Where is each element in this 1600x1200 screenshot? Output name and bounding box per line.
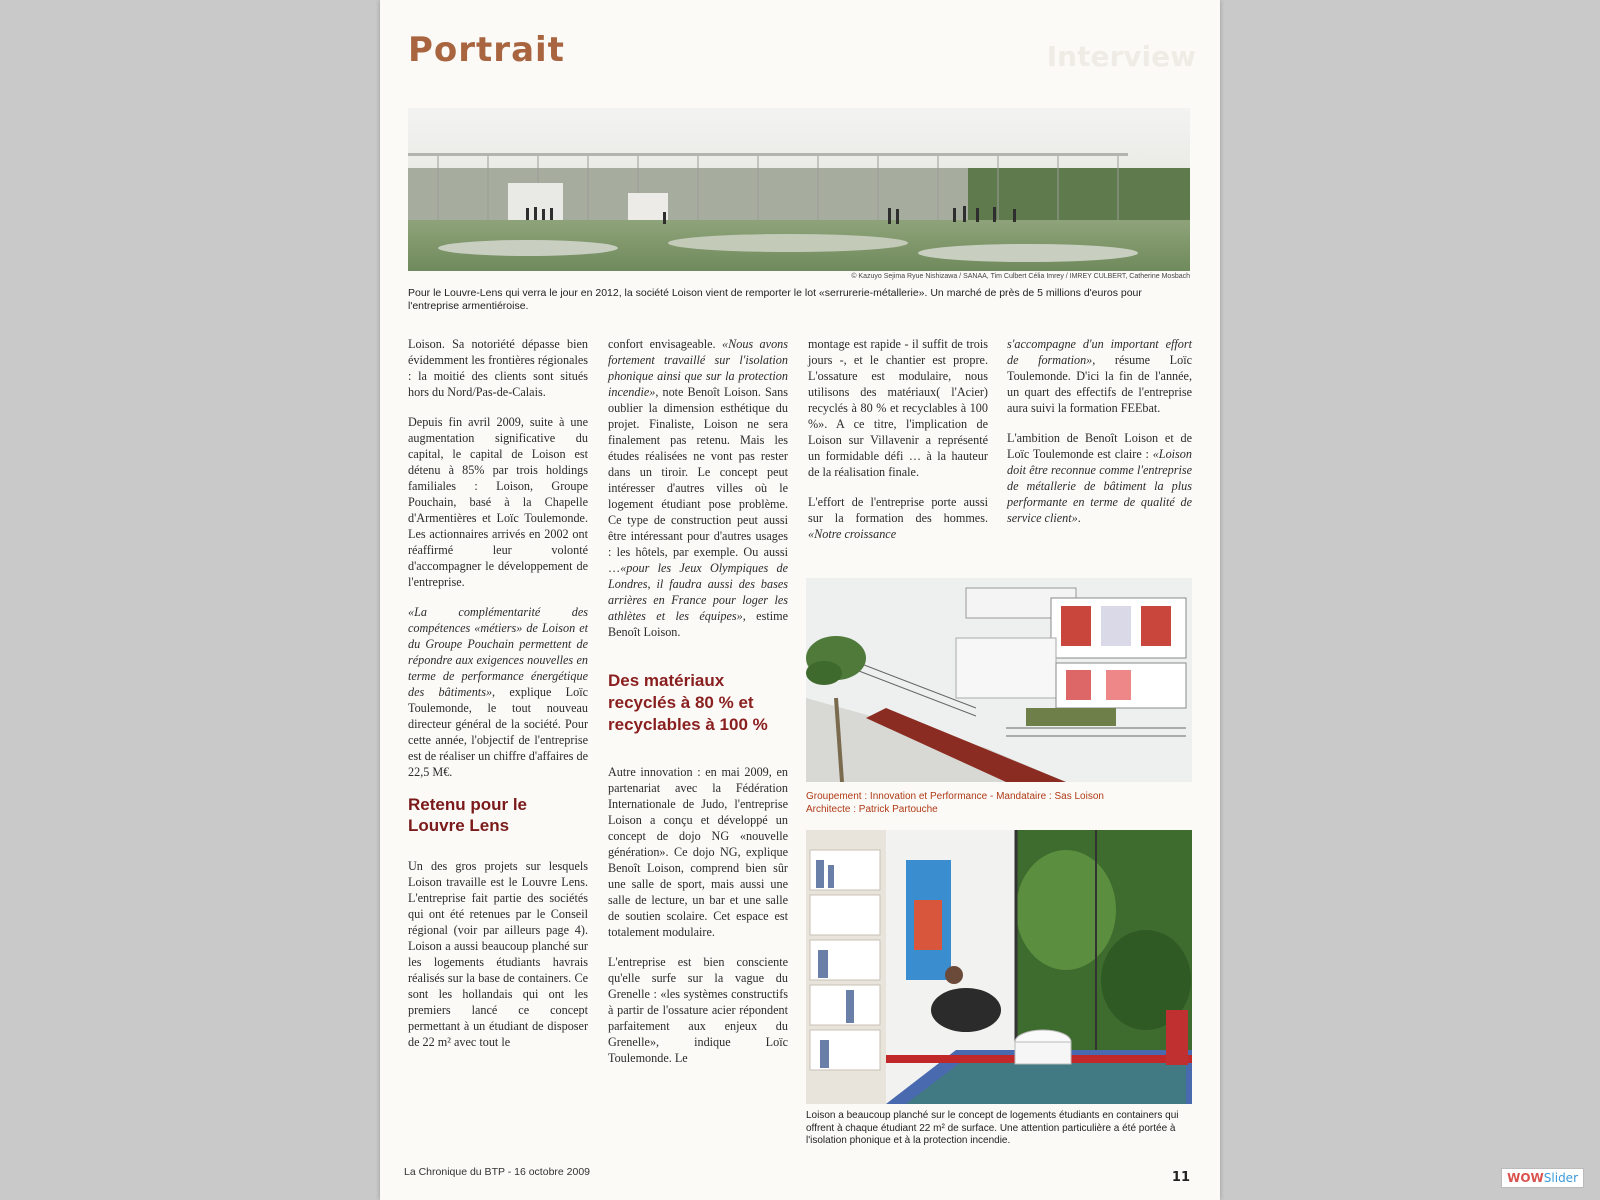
section-heading-louvre: Retenu pour le Louvre Lens: [408, 795, 528, 835]
article-column-4: [1007, 336, 1192, 540]
hero-photo-louvre-lens: [408, 108, 1190, 271]
section-heading-materiaux: Des matériaux recyclés à 80 % et recyclables à 100 %: [608, 671, 768, 734]
paragraph: montage est rapide - il suffit de trois jours -, et le chantier est propre. L'ossature est modulaire, nous utilisons des matériaux( l'Acier) recyclés à 80 % et recyclables à 100 %». A ce titre, l'implication de Loison sur Villavenir a représenté un formidable défi … à la hauteur de la réalisation finale.: [808, 337, 988, 479]
wowslider-badge[interactable]: WOWSlider: [1501, 1168, 1584, 1188]
paragraph: Loison. Sa notoriété dépasse bien évidemment les frontières régionales : la moitié des clients sont situés hors du Nord/Pas-de-Calais.: [408, 337, 588, 399]
publication-footer: La Chronique du BTP - 16 octobre 2009: [404, 1166, 591, 1178]
paragraph: L'entreprise est bien consciente qu'elle surfe sur la vague du Grenelle : «les systèmes constructifs à partir de l'ossature acier répondent parfaitement aux enjeux du Grenelle», indique Loïc Toulemonde. Le: [608, 955, 788, 1065]
magazine-page: [380, 0, 1220, 1200]
page-number: 11: [1171, 1170, 1190, 1185]
student-room-render: [806, 830, 1192, 1104]
ghost-title-bleedthrough: Interview: [1046, 40, 1196, 73]
quote: «Notre croissance: [808, 527, 897, 541]
quote: «Nous avons fortement travaillé sur l'isolation phonique ainsi que sur la protection incendie»: [608, 337, 788, 399]
quote: s'accompagne d'un important effort de formation»: [1007, 337, 1192, 367]
paragraph: Autre innovation : en mai 2009, en partenariat avec la Fédération Internationale de Judo, l'entreprise Loison a conçu et développé un concept de dojo NG «nouvelle génération». Ce dojo NG, explique Benoît Loison, comprend bien sûr une salle de sport, mais aussi une salle de lecture, un bar et une salle de soutien scolaire. Cet espace est totalement modulaire.: [608, 765, 788, 939]
paragraph: Un des gros projets sur lesquels Loison travaille est le Louvre Lens. L'entreprise fait partie des sociétés qui ont été retenues par le Conseil régional (voir par ailleurs page 4). Loison a aussi beaucoup planché sur les logements étudiants havrais réalisés sur la base de containers. Ce sont les hollandais qui ont les premiers lancé ce concept permettant à un étudiant de disposer de 22 m² avec tout le: [408, 859, 588, 1049]
hero-caption: Pour le Louvre-Lens qui verra le jour en 2012, la société Loison vient de remporter le lot «serrurerie-métallerie». Un marché de près de 5 millions d'euros pour l'entreprise armentiéroise.: [408, 287, 1142, 312]
article-column-1: [408, 336, 588, 1064]
paragraph: s'accompagne d'un important effort de formation», résume Loïc Toulemonde. D'ici la fin de l'année, un quart des effectifs de l'entreprise aura suivi la formation FEEbat.: [1007, 337, 1192, 415]
paragraph: confort envisageable. «Nous avons fortement travaillé sur l'isolation phonique ainsi que sur la protection incendie», note Benoît Loison. Sans oublier la dimension esthétique du projet. Finaliste, Loison ne sera finalement pas retenu. Mais les études réalisées ne vont pas rester dans un tiroir. Le concept peut intéresser d'autres villes où le logement étudiant pose problème. Ce type de construction peut aussi être intéressant pour d'autres usages : les hôtels, par exemple. Ou aussi …«pour les Jeux Olympiques de Londres, il faudra aussi des bases arrières en France pour loger les athlètes et les équipes», estime Benoît Loison.: [608, 337, 788, 639]
paragraph: L'ambition de Benoît Loison et de Loïc Toulemonde est claire : «Loison doit être reconnue comme l'entreprise de métallerie de bâtiment la plus performante en terme de qualité de service client».: [1007, 431, 1192, 525]
hero-photo-credit: © Kazuyo Sejima Ryue Nishizawa / SANAA, Tim Culbert Célia Imrey / IMREY CULBERT, Catherine Mosbach: [851, 273, 1190, 280]
paragraph: Depuis fin avril 2009, suite à une augmentation significative du capital, le capital de Loison est détenu à 85% par trois holdings familiales : Loison, Groupe Pouchain, basé à la Chapelle d'Armentières et Loïc Toulemonde. Les actionnaires arrivés en 2002 ont réaffirmé leur volonté d'accompagner le développement de l'entreprise.: [408, 415, 588, 589]
paragraph: L'effort de l'entreprise porte aussi sur la formation des hommes. «Notre croissance: [808, 495, 988, 541]
article-column-2: [608, 336, 788, 1080]
paragraph: «La complémentarité des compétences «métiers» de Loison et du Groupe Pouchain permettent de répondre aux exigences nouvelles en terme de performance énergétique des bâtiments», explique Loïc Toulemonde, le tout nouveau directeur général de la société. Pour cette année, l'objectif de l'entreprise est de réaliser un chiffre d'affaires de 22,5 M€.: [408, 605, 588, 779]
container-housing-render: [806, 578, 1192, 782]
photo2-caption: Loison a beaucoup planché sur le concept de logements étudiants en containers qui offrent à chaque étudiant 22 m² de surface. Une attention particulière a été portée à l'isolation phonique et à la protection incendie.: [806, 1110, 1179, 1146]
quote: «La complémentarité des compétences «métiers» de Loison et du Groupe Pouchain permettent de répondre aux exigences nouvelles en terme de performance énergétique des bâtiments»: [408, 605, 588, 699]
article-column-3: [808, 336, 988, 556]
quote: «pour les Jeux Olympiques de Londres, il faudra aussi des bases arrières en France pour loger les athlètes et les équipes»: [608, 561, 788, 623]
page-title: Portrait: [408, 30, 565, 70]
photo1-caption: Groupement : Innovation et Performance - Mandataire : Sas Loison Architecte : Patrick Partouche: [806, 791, 1104, 815]
quote: «Loison doit être reconnue comme l'entreprise de métallerie de bâtiment la plus performante en terme de qualité de service client»: [1007, 447, 1192, 525]
